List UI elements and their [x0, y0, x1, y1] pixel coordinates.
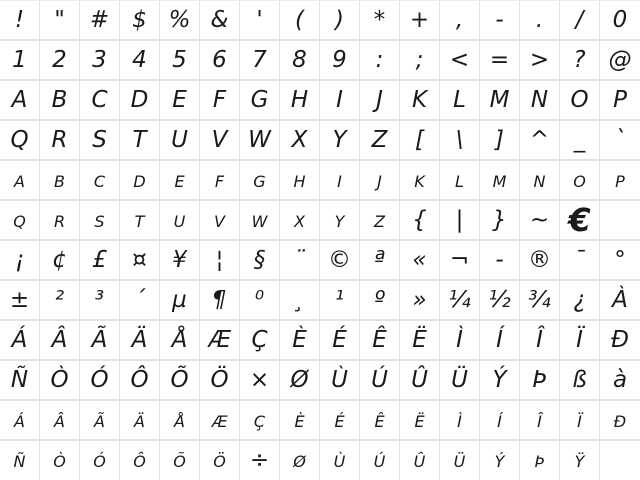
lowercase-a-p-row: [0, 161, 640, 201]
glyph-cell-r4c12[interactable]: \: [440, 121, 480, 159]
glyph-cell-r7c16[interactable]: °: [614, 247, 626, 273]
glyph-cell-r4c16[interactable]: `: [614, 127, 626, 153]
glyph-cell-r4c1[interactable]: Q: [0, 121, 40, 159]
glyph-cell-r10c13[interactable]: Ý: [480, 361, 520, 399]
glyph-cell-r2c5[interactable]: 5: [160, 41, 200, 79]
latin1-symbols-row-1: [0, 241, 640, 281]
glyph-cell-r7c13[interactable]: -: [480, 241, 520, 279]
glyph-cell-r4c13[interactable]: ]: [480, 121, 520, 159]
glyph-cell-r1c15[interactable]: /: [560, 1, 600, 39]
glyph-cell-r12c1[interactable]: ñ: [0, 441, 40, 480]
glyph-cell-r2c15[interactable]: ?: [560, 41, 600, 79]
glyph-cell-r1c9[interactable]: ): [320, 1, 360, 39]
glyph-cell-r11c1[interactable]: á: [0, 401, 40, 439]
glyph-cell-r11c8[interactable]: è: [280, 401, 320, 439]
glyph-cell-r4c5[interactable]: U: [160, 121, 200, 159]
glyph-cell-r3c13[interactable]: M: [480, 81, 520, 119]
glyph-cell-r1c4[interactable]: $: [120, 1, 160, 39]
glyph-cell-r8c16[interactable]: À: [612, 287, 628, 313]
glyph-cell-r12c3[interactable]: ó: [80, 441, 120, 480]
glyph-cell-r1c6[interactable]: &: [200, 1, 240, 39]
glyph-cell-r12c7[interactable]: ÷: [240, 441, 280, 480]
glyph-cell-r7c6[interactable]: ¦: [200, 241, 240, 279]
glyph-cell-r11c2[interactable]: â: [40, 401, 80, 439]
glyph-cell-r8c6[interactable]: ¶: [200, 281, 240, 319]
glyph-cell-r2c1[interactable]: 1: [0, 41, 40, 79]
glyph-cell-r9c13[interactable]: Í: [480, 321, 520, 359]
glyph-cell-r1c5[interactable]: %: [160, 1, 200, 39]
glyph-cell-r10c4[interactable]: Ô: [120, 361, 160, 399]
glyph-cell-r5c6[interactable]: f: [200, 161, 240, 199]
glyph-cell-r5c8[interactable]: h: [280, 161, 320, 199]
glyph-cell-r12c10[interactable]: ú: [360, 441, 400, 480]
glyph-cell-r5c11[interactable]: k: [400, 161, 440, 199]
glyph-cell-r6c11[interactable]: {: [400, 201, 440, 239]
accented-lower-row-1: [0, 401, 640, 441]
glyph-cell-r5c7[interactable]: g: [240, 161, 280, 199]
glyph-cell-r6c12[interactable]: |: [440, 201, 480, 239]
glyph-cell-r2c13[interactable]: =: [480, 41, 520, 79]
glyph-cell-r3c14[interactable]: N: [520, 81, 560, 119]
glyph-cell-r7c8[interactable]: ¨: [280, 241, 320, 279]
glyph-cell-r12c4[interactable]: ô: [120, 441, 160, 480]
glyph-cell-r11c13[interactable]: í: [480, 401, 520, 439]
empty-cell: [600, 201, 640, 239]
glyph-cell-r12c6[interactable]: ö: [200, 441, 240, 480]
glyph-cell-r10c5[interactable]: Õ: [160, 361, 200, 399]
glyph-cell-r9c7[interactable]: Ç: [240, 321, 280, 359]
glyph-cell-r3c16[interactable]: P: [613, 87, 627, 113]
glyph-cell-r12c14[interactable]: þ: [520, 441, 560, 480]
glyph-cell-r9c4[interactable]: Ä: [120, 321, 160, 359]
glyph-cell-r5c9[interactable]: i: [320, 161, 360, 199]
glyph-cell-r7c10[interactable]: ª: [360, 241, 400, 279]
glyph-cell-r7c4[interactable]: ¤: [120, 241, 160, 279]
glyph-cell-r1c8[interactable]: (: [280, 1, 320, 39]
glyph-cell-r8c2[interactable]: ²: [40, 281, 80, 319]
glyph-cell-r10c12[interactable]: Ü: [440, 361, 480, 399]
glyph-cell-r11c14[interactable]: î: [520, 401, 560, 439]
glyph-cell-r1c14[interactable]: .: [520, 1, 560, 39]
glyph-cell-r12c5[interactable]: õ: [160, 441, 200, 480]
glyph-cell-r4c8[interactable]: X: [280, 121, 320, 159]
glyph-cell-r8c1[interactable]: ±: [0, 281, 40, 319]
glyph-cell-r9c12[interactable]: Ì: [440, 321, 480, 359]
glyph-cell-r10c9[interactable]: Ù: [320, 361, 360, 399]
glyph-cell-r10c1[interactable]: Ñ: [0, 361, 40, 399]
glyph-cell-r10c14[interactable]: Þ: [520, 361, 560, 399]
glyph-cell-r2c7[interactable]: 7: [240, 41, 280, 79]
glyph-cell-r4c2[interactable]: R: [40, 121, 80, 159]
accented-upper-row-2: [0, 361, 640, 401]
glyph-cell-r6c4[interactable]: t: [120, 201, 160, 239]
glyph-cell-r2c10[interactable]: :: [360, 41, 400, 79]
uppercase-a-p-row: [0, 81, 640, 121]
glyph-cell-r3c1[interactable]: A: [0, 81, 40, 119]
glyph-cell-r5c14[interactable]: n: [520, 161, 560, 199]
glyph-cell-r1c1[interactable]: !: [0, 1, 40, 39]
glyph-cell-r3c5[interactable]: E: [160, 81, 200, 119]
glyph-cell-r2c14[interactable]: >: [520, 41, 560, 79]
glyph-cell-r9c3[interactable]: Ã: [80, 321, 120, 359]
glyph-cell-r3c10[interactable]: J: [360, 81, 400, 119]
glyph-cell-r10c11[interactable]: Û: [400, 361, 440, 399]
glyph-cell-r11c7[interactable]: ç: [240, 401, 280, 439]
glyph-cell-r3c3[interactable]: C: [80, 81, 120, 119]
glyph-cell-r11c3[interactable]: ã: [80, 401, 120, 439]
glyph-cell-r9c2[interactable]: Â: [40, 321, 80, 359]
glyph-cell-r1c2[interactable]: ": [40, 1, 80, 39]
glyph-cell-r6c1[interactable]: q: [0, 201, 40, 239]
glyph-cell-r7c3[interactable]: £: [80, 241, 120, 279]
glyph-cell-r3c8[interactable]: H: [280, 81, 320, 119]
glyph-cell-r6c7[interactable]: w: [240, 201, 280, 239]
glyph-cell-r3c9[interactable]: I: [320, 81, 360, 119]
glyph-cell-r8c9[interactable]: ¹: [320, 281, 360, 319]
glyph-cell-r11c5[interactable]: å: [160, 401, 200, 439]
glyph-cell-r5c13[interactable]: m: [480, 161, 520, 199]
glyph-cell-r7c7[interactable]: §: [240, 241, 280, 279]
glyph-cell-r1c12[interactable]: ,: [440, 1, 480, 39]
glyph-cell-r8c5[interactable]: µ: [160, 281, 200, 319]
glyph-cell-r4c10[interactable]: Z: [360, 121, 400, 159]
glyph-cell-r5c4[interactable]: d: [120, 161, 160, 199]
glyph-cell-r12c8[interactable]: ø: [280, 441, 320, 480]
lowercase-q-z-row: [0, 201, 640, 241]
glyph-cell-r5c3[interactable]: c: [80, 161, 120, 199]
glyph-cell-r8c14[interactable]: ¾: [520, 281, 560, 319]
glyph-cell-r11c10[interactable]: ê: [360, 401, 400, 439]
glyph-cell-r11c4[interactable]: ä: [120, 401, 160, 439]
glyph-cell-r12c11[interactable]: û: [400, 441, 440, 480]
glyph-cell-r6c2[interactable]: r: [40, 201, 80, 239]
glyph-cell-r10c6[interactable]: Ö: [200, 361, 240, 399]
glyph-cell-r9c1[interactable]: Á: [0, 321, 40, 359]
glyph-cell-r5c1[interactable]: a: [0, 161, 40, 199]
glyph-cell-r2c12[interactable]: <: [440, 41, 480, 79]
glyph-cell-r2c6[interactable]: 6: [200, 41, 240, 79]
accented-upper-row-1: [0, 321, 640, 361]
glyph-cell-r7c1[interactable]: ¡: [0, 241, 40, 279]
glyph-cell-r4c3[interactable]: S: [80, 121, 120, 159]
glyph-cell-r12c2[interactable]: ò: [40, 441, 80, 480]
glyph-cell-r9c11[interactable]: Ë: [400, 321, 440, 359]
glyph-cell-r6c13[interactable]: }: [480, 201, 520, 239]
glyph-cell-r7c15[interactable]: ¯: [560, 241, 600, 279]
glyph-cell-r5c16[interactable]: p: [615, 167, 625, 193]
glyph-cell-r12c9[interactable]: ù: [320, 441, 360, 480]
glyph-cell-r11c11[interactable]: ë: [400, 401, 440, 439]
glyph-cell-r2c16[interactable]: @: [608, 47, 632, 73]
glyph-cell-r8c8[interactable]: ¸: [280, 281, 320, 319]
glyph-cell-r9c14[interactable]: Î: [520, 321, 560, 359]
glyph-cell-r1c16[interactable]: 0: [612, 7, 628, 33]
glyph-cell-r8c11[interactable]: »: [400, 281, 440, 319]
digits-row: [0, 41, 640, 81]
glyph-cell-r2c11[interactable]: ;: [400, 41, 440, 79]
glyph-cell-r4c14[interactable]: ^: [520, 121, 560, 159]
glyph-cell-r10c2[interactable]: Ò: [40, 361, 80, 399]
glyph-cell-r8c4[interactable]: ´: [120, 281, 160, 319]
glyph-cell-r4c7[interactable]: W: [240, 121, 280, 159]
glyph-cell-r2c9[interactable]: 9: [320, 41, 360, 79]
glyph-cell-r1c13[interactable]: -: [480, 1, 520, 39]
uppercase-q-z-row: [0, 121, 640, 161]
glyph-cell-r7c11[interactable]: «: [400, 241, 440, 279]
glyph-cell-r4c11[interactable]: [: [400, 121, 440, 159]
glyph-cell-r8c12[interactable]: ¼: [440, 281, 480, 319]
glyph-cell-r6c9[interactable]: y: [320, 201, 360, 239]
glyph-cell-r9c16[interactable]: Ð: [611, 327, 629, 353]
glyph-cell-r5c10[interactable]: j: [360, 161, 400, 199]
glyph-cell-r6c15[interactable]: €: [560, 201, 600, 239]
glyph-cell-r6c3[interactable]: s: [80, 201, 120, 239]
glyph-cell-r8c15[interactable]: ¿: [560, 281, 600, 319]
glyph-cell-r5c15[interactable]: o: [560, 161, 600, 199]
glyph-cell-r2c4[interactable]: 4: [120, 41, 160, 79]
glyph-cell-r12c12[interactable]: ü: [440, 441, 480, 480]
glyph-cell-r7c14[interactable]: ®: [520, 241, 560, 279]
glyph-cell-r7c2[interactable]: ¢: [40, 241, 80, 279]
glyph-cell-r2c3[interactable]: 3: [80, 41, 120, 79]
glyph-cell-r3c12[interactable]: L: [440, 81, 480, 119]
ascii-punct-row: [0, 1, 640, 41]
glyph-cell-r6c5[interactable]: u: [160, 201, 200, 239]
glyph-cell-r6c8[interactable]: x: [280, 201, 320, 239]
glyph-cell-r10c7[interactable]: ×: [240, 361, 280, 399]
glyph-cell-r8c7[interactable]: ⁰: [240, 281, 280, 319]
glyph-cell-r4c15[interactable]: _: [560, 121, 600, 159]
glyph-cell-r9c8[interactable]: È: [280, 321, 320, 359]
glyph-cell-r9c9[interactable]: É: [320, 321, 360, 359]
glyph-cell-r10c10[interactable]: Ú: [360, 361, 400, 399]
accented-lower-row-2: [0, 441, 640, 480]
glyph-cell-r6c10[interactable]: z: [360, 201, 400, 239]
glyph-cell-r7c9[interactable]: ©: [320, 241, 360, 279]
glyph-cell-r3c4[interactable]: D: [120, 81, 160, 119]
glyph-cell-r4c4[interactable]: T: [120, 121, 160, 159]
glyph-cell-r12c13[interactable]: ý: [480, 441, 520, 480]
glyph-cell-r11c12[interactable]: ì: [440, 401, 480, 439]
glyph-cell-r3c7[interactable]: G: [240, 81, 280, 119]
glyph-cell-r9c5[interactable]: Å: [160, 321, 200, 359]
glyph-cell-r3c15[interactable]: O: [560, 81, 600, 119]
glyph-cell-r5c5[interactable]: e: [160, 161, 200, 199]
empty-cell: [600, 441, 640, 480]
glyph-cell-r3c11[interactable]: K: [400, 81, 440, 119]
glyph-cell-r3c6[interactable]: F: [200, 81, 240, 119]
glyph-cell-r9c6[interactable]: Æ: [200, 321, 240, 359]
glyph-cell-r10c3[interactable]: Ó: [80, 361, 120, 399]
glyph-cell-r10c16[interactable]: à: [612, 367, 628, 393]
glyph-cell-r11c6[interactable]: æ: [200, 401, 240, 439]
glyph-cell-r6c14[interactable]: ~: [520, 201, 560, 239]
glyph-cell-r5c2[interactable]: b: [40, 161, 80, 199]
glyph-cell-r9c10[interactable]: Ê: [360, 321, 400, 359]
glyph-cell-r1c7[interactable]: ': [240, 1, 280, 39]
glyph-cell-r9c15[interactable]: Ï: [560, 321, 600, 359]
glyph-cell-r7c12[interactable]: ¬: [440, 241, 480, 279]
glyph-cell-r8c10[interactable]: º: [360, 281, 400, 319]
glyph-cell-r12c15[interactable]: ÿ: [560, 441, 600, 480]
glyph-cell-r10c15[interactable]: ß: [560, 361, 600, 399]
glyph-cell-r1c3[interactable]: #: [80, 1, 120, 39]
glyph-cell-r11c9[interactable]: é: [320, 401, 360, 439]
glyph-cell-r3c2[interactable]: B: [40, 81, 80, 119]
glyph-cell-r8c3[interactable]: ³: [80, 281, 120, 319]
glyph-cell-r10c8[interactable]: Ø: [280, 361, 320, 399]
glyph-cell-r1c11[interactable]: +: [400, 1, 440, 39]
glyph-cell-r4c9[interactable]: Y: [320, 121, 360, 159]
glyph-cell-r1c10[interactable]: *: [360, 1, 400, 39]
glyph-cell-r11c16[interactable]: ð: [613, 407, 627, 433]
glyph-cell-r7c5[interactable]: ¥: [160, 241, 200, 279]
glyph-cell-r8c13[interactable]: ½: [480, 281, 520, 319]
glyph-cell-r2c2[interactable]: 2: [40, 41, 80, 79]
glyph-cell-r5c12[interactable]: l: [440, 161, 480, 199]
latin1-symbols-row-2: [0, 281, 640, 321]
glyph-cell-r4c6[interactable]: V: [200, 121, 240, 159]
glyph-cell-r6c6[interactable]: v: [200, 201, 240, 239]
glyph-cell-r2c8[interactable]: 8: [280, 41, 320, 79]
glyph-cell-r11c15[interactable]: ï: [560, 401, 600, 439]
